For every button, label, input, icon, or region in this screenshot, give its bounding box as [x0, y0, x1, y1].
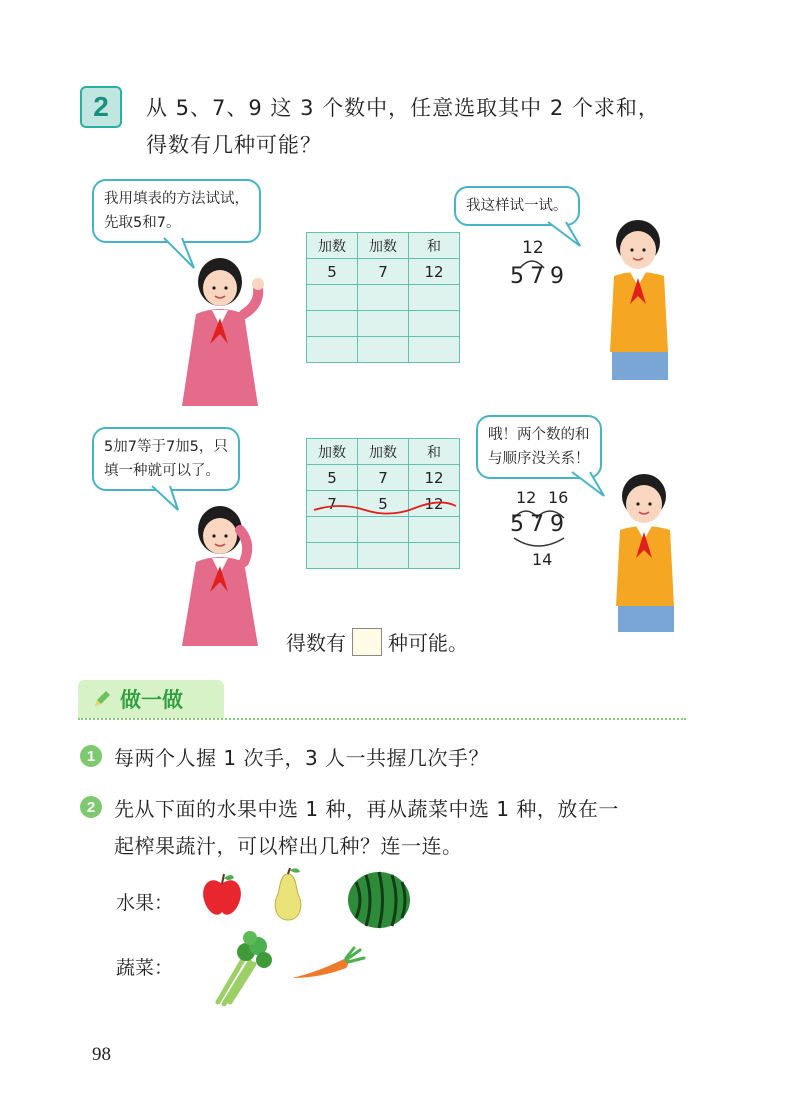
problem-number-badge: 2	[80, 86, 122, 128]
table-row[interactable]	[307, 517, 460, 543]
table-cell: 12	[409, 259, 460, 285]
table-header: 和	[409, 439, 460, 465]
exercise-2-line-1: 先从下面的水果中选 1 种，再从蔬菜中选 1 种，放在一	[114, 797, 619, 821]
table-header: 加数	[358, 439, 409, 465]
pear-icon[interactable]	[268, 866, 308, 922]
table-cell: 5	[358, 491, 409, 517]
answer-suffix: 种可能。	[388, 631, 468, 655]
table-row[interactable]	[307, 285, 460, 311]
answer-line	[286, 627, 468, 656]
sketch-number: 5	[510, 512, 530, 537]
table-cell: 7	[307, 491, 358, 517]
boy-illustration-1	[596, 212, 686, 382]
exercise-2-line-2: 起榨果蔬汁，可以榨出几种？连一连。	[114, 834, 463, 858]
do-it-header	[78, 680, 224, 718]
bubble-line: 与顺序没关系！	[488, 451, 590, 467]
sketch-number: 5	[510, 264, 530, 289]
table-cell: 12	[409, 465, 460, 491]
table-header: 加数	[358, 233, 409, 259]
table-cell[interactable]	[409, 337, 460, 363]
watermelon-icon[interactable]	[346, 870, 412, 930]
table-cell[interactable]	[409, 311, 460, 337]
table-row	[307, 465, 460, 491]
table-cell: 5	[307, 259, 358, 285]
answer-input-box[interactable]	[352, 628, 382, 656]
bubble-line: 我这样试一试。	[466, 198, 568, 214]
problem-text-line-1: 从 5、7、9 这 3 个数中，任意选取其中 2 个求和，	[146, 96, 660, 120]
strike-through-line	[310, 498, 460, 518]
bubble-line: 先取5和7。	[104, 215, 181, 231]
vegetable-label: 蔬菜：	[116, 957, 174, 979]
table-cell[interactable]	[307, 517, 358, 543]
table-header: 加数	[307, 439, 358, 465]
table-row	[307, 259, 460, 285]
table-cell[interactable]	[358, 337, 409, 363]
celery-icon[interactable]	[210, 928, 276, 1006]
table-cell[interactable]	[358, 285, 409, 311]
bubble-tail	[546, 220, 586, 250]
table-row[interactable]	[307, 337, 460, 363]
sketch-number: 9	[550, 264, 570, 289]
sketch-number: 7	[530, 264, 550, 289]
table-header: 和	[409, 233, 460, 259]
do-it-title: 做一做	[120, 688, 183, 712]
bubble-line: 5加7等于7加5，只	[104, 439, 228, 455]
table-cell[interactable]	[307, 285, 358, 311]
girl-speech-bubble-2	[92, 427, 240, 491]
carrot-icon[interactable]	[288, 946, 366, 986]
table-cell: 5	[307, 465, 358, 491]
table-header: 加数	[307, 233, 358, 259]
table-cell[interactable]	[307, 311, 358, 337]
pencil-icon	[92, 689, 112, 709]
apple-icon[interactable]	[200, 872, 244, 918]
sketch-number: 7	[530, 512, 550, 537]
section-divider	[78, 718, 686, 720]
table-cell[interactable]	[307, 337, 358, 363]
problem-text-line-2: 得数有几种可能？	[146, 133, 322, 157]
addition-table-1	[306, 232, 460, 363]
table-cell[interactable]	[409, 285, 460, 311]
bubble-line: 填一种就可以了。	[104, 463, 220, 479]
boy-illustration-2	[602, 466, 692, 636]
table-cell[interactable]	[409, 517, 460, 543]
table-cell[interactable]	[358, 311, 409, 337]
exercise-number-1: 1	[80, 745, 102, 767]
sketch-numbers	[510, 512, 570, 537]
sketch-sum-bottom: 14	[532, 550, 553, 569]
sketch-sum-top: 12	[522, 238, 544, 258]
sketch-numbers	[510, 264, 570, 289]
table-cell: 12	[409, 491, 460, 517]
table-cell: 7	[358, 259, 409, 285]
girl-illustration-1	[168, 248, 278, 408]
table-row[interactable]	[307, 543, 460, 569]
girl-illustration-2	[168, 498, 278, 648]
girl-speech-bubble-1	[92, 179, 261, 243]
table-cell[interactable]	[358, 543, 409, 569]
table-row[interactable]	[307, 311, 460, 337]
sketch-sum-right: 16	[548, 488, 569, 507]
table-cell[interactable]	[358, 517, 409, 543]
page-number: 98	[92, 1044, 111, 1065]
sketch-number: 9	[550, 512, 570, 537]
exercise-number-2: 2	[80, 796, 102, 818]
answer-prefix: 得数有	[286, 631, 346, 655]
table-cell[interactable]	[307, 543, 358, 569]
sketch-sum-left: 12	[516, 488, 537, 507]
fruit-label: 水果：	[116, 892, 174, 914]
bubble-line: 我用填表的方法试试，	[104, 191, 249, 207]
table-cell: 7	[358, 465, 409, 491]
bubble-line: 哦！两个数的和	[488, 427, 590, 443]
exercise-1-text: 每两个人握 1 次手，3 人一共握几次手？	[114, 746, 490, 770]
table-cell[interactable]	[409, 543, 460, 569]
